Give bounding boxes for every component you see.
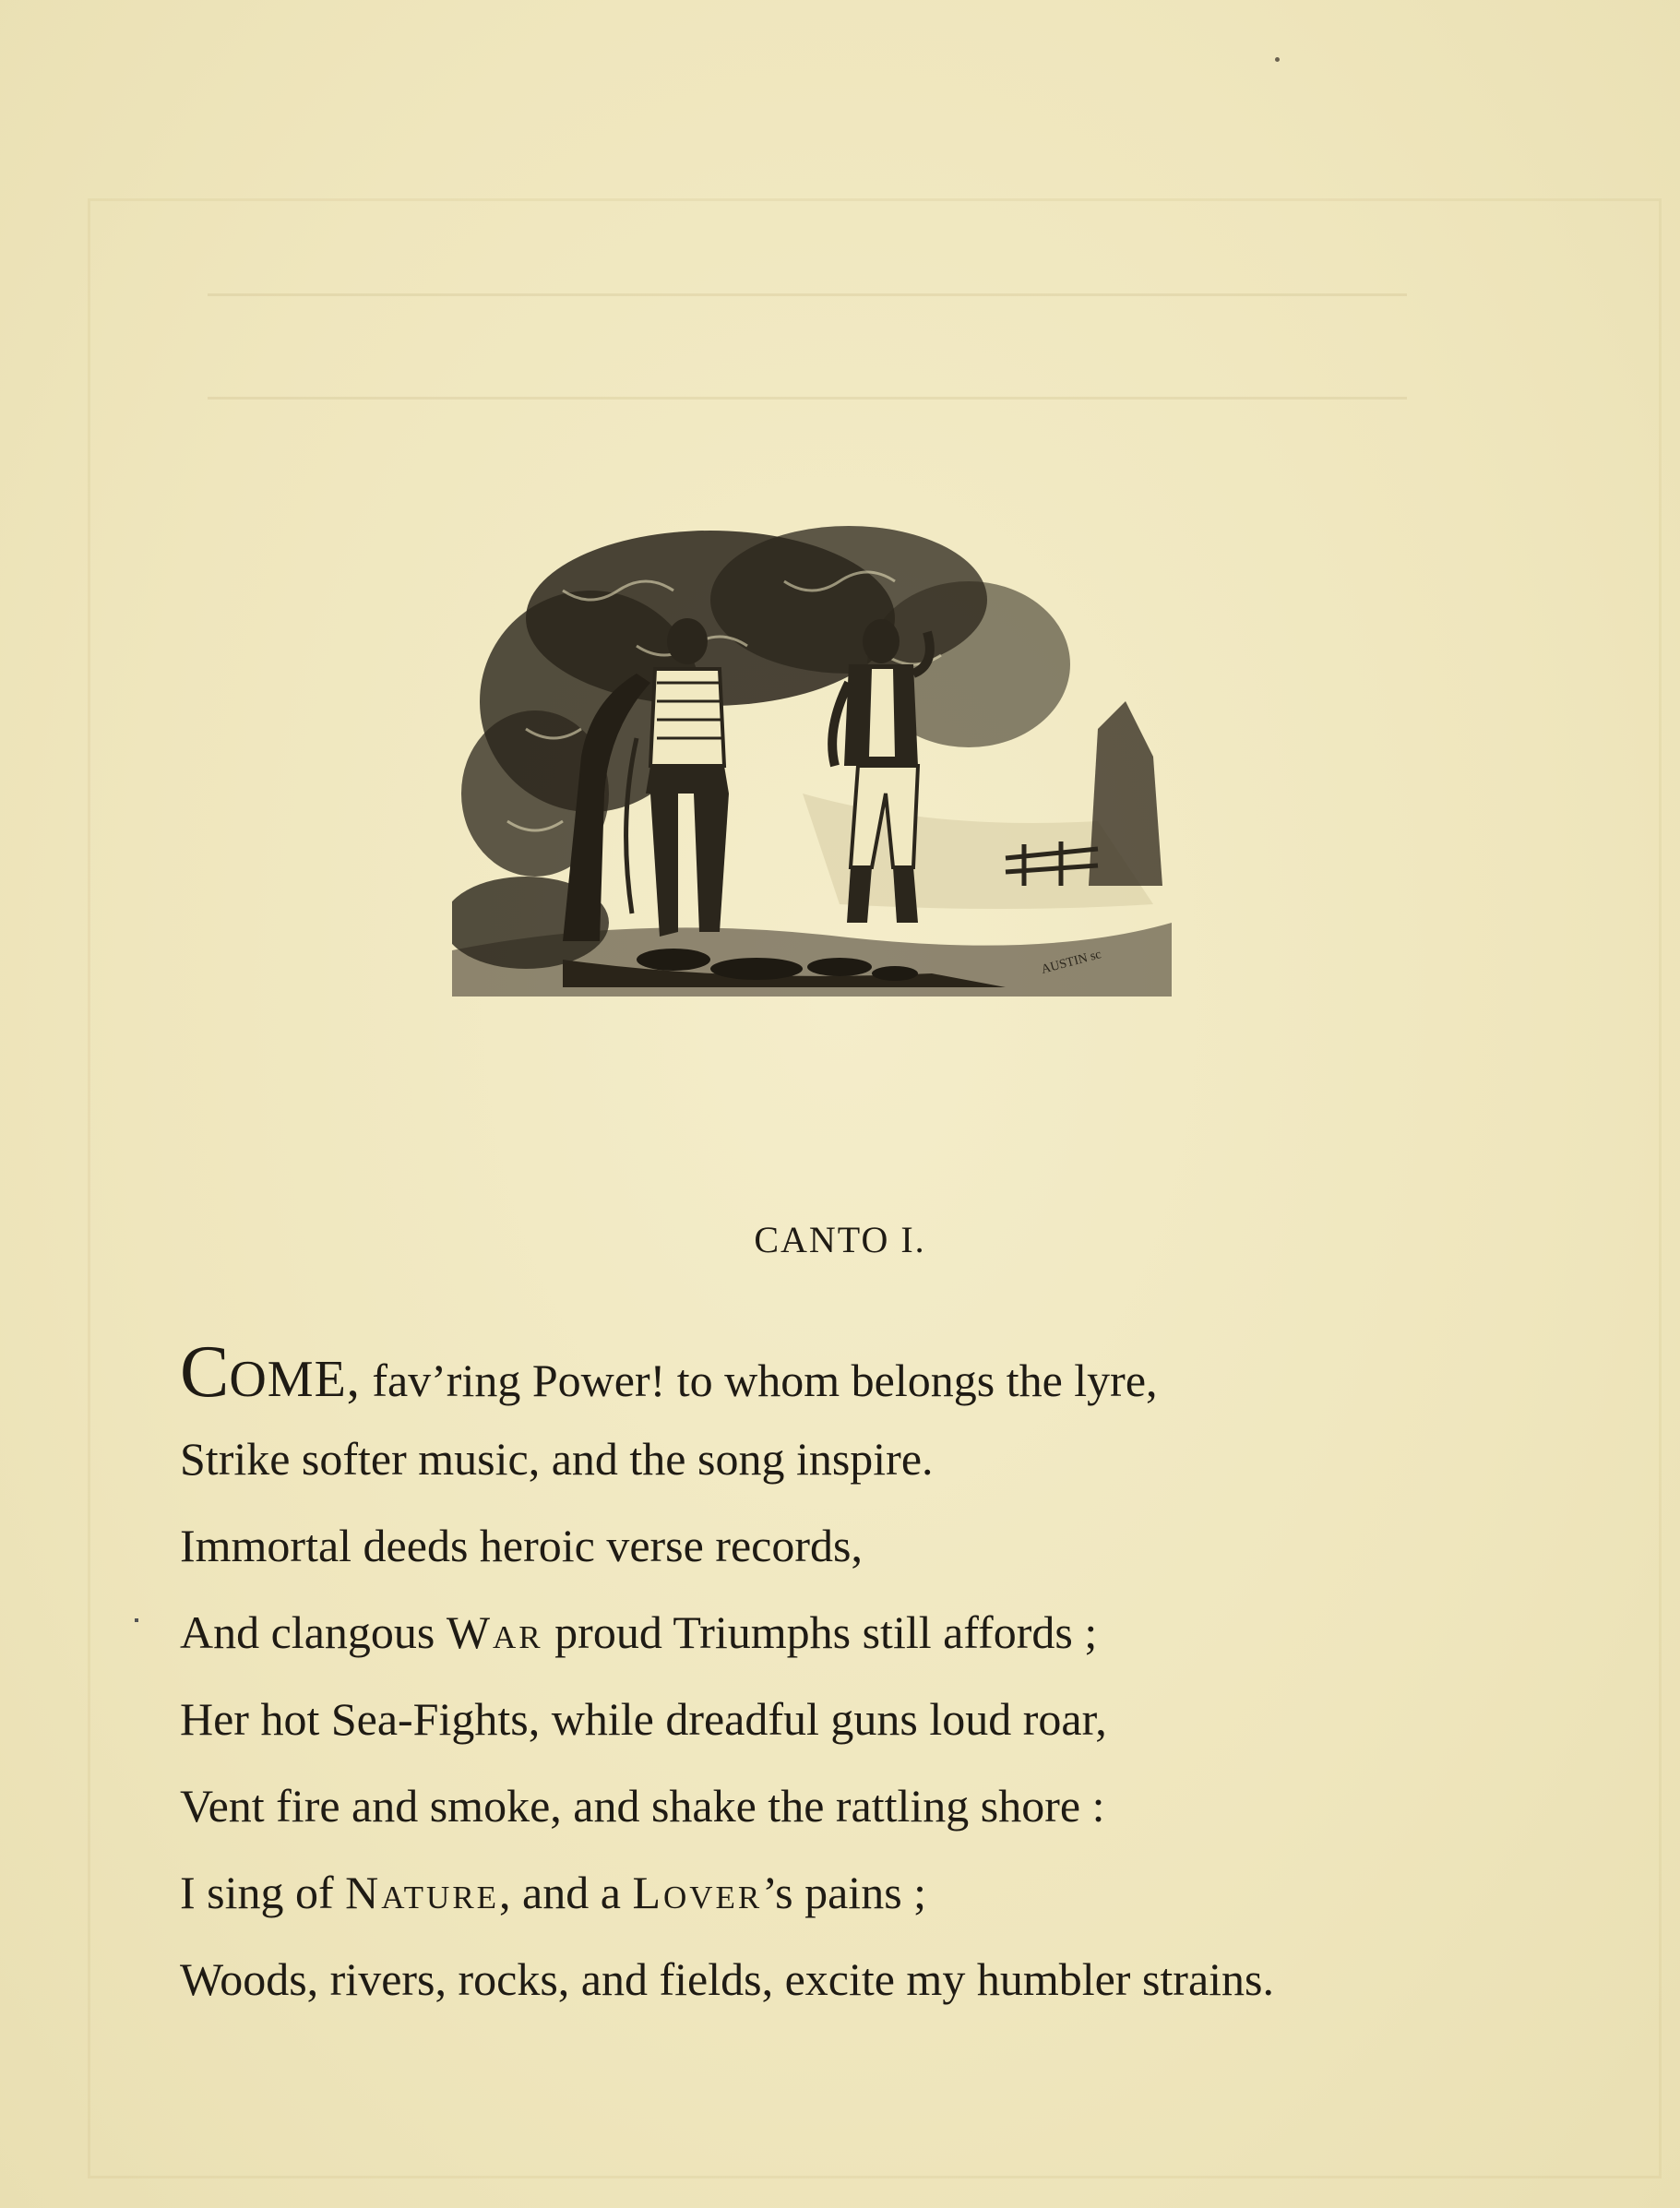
speck bbox=[1275, 57, 1280, 62]
poem-line-4 bbox=[180, 1589, 1564, 1676]
first-word-caps: OME, bbox=[229, 1351, 361, 1408]
woodcut-illustration bbox=[452, 517, 1172, 997]
woodcut-svg bbox=[452, 517, 1172, 997]
canto-heading: CANTO I. bbox=[754, 1219, 926, 1260]
small-caps-word: Lover bbox=[632, 1867, 763, 1918]
engraver-signature: AUSTIN sc bbox=[1040, 948, 1103, 977]
poem-line-5: Her hot Sea-Fights, while dreadful guns loud roar, bbox=[180, 1693, 1107, 1745]
poem bbox=[180, 1329, 1564, 2023]
margin-mark bbox=[135, 1618, 138, 1622]
small-caps-word: Nature bbox=[345, 1867, 500, 1918]
poem-line-8: Woods, rivers, rocks, and fields, excite my humbler strains. bbox=[180, 1953, 1274, 2005]
line-text: proud Triumphs still affords ; bbox=[542, 1606, 1098, 1658]
line-text: I sing of bbox=[180, 1867, 346, 1918]
first-line-text: fav’ring Power! to whom belongs the lyre, bbox=[360, 1355, 1158, 1406]
poem-line-6: Vent fire and smoke, and shake the rattling shore : bbox=[180, 1780, 1105, 1832]
small-caps-word: War bbox=[446, 1606, 543, 1658]
bleed-through-rule bbox=[208, 397, 1407, 400]
poem-line-1 bbox=[180, 1329, 1564, 1415]
bleed-through-rule bbox=[208, 293, 1407, 296]
line-text: ’s pains ; bbox=[762, 1867, 927, 1918]
poem-line-2: Strike softer music, and the song inspire. bbox=[180, 1433, 934, 1485]
line-text: And clangous bbox=[180, 1606, 447, 1658]
line-text: , and a bbox=[499, 1867, 633, 1918]
drop-cap: C bbox=[180, 1331, 230, 1413]
poem-line-3: Immortal deeds heroic verse records, bbox=[180, 1520, 863, 1571]
poem-line-7 bbox=[180, 1849, 1564, 1936]
